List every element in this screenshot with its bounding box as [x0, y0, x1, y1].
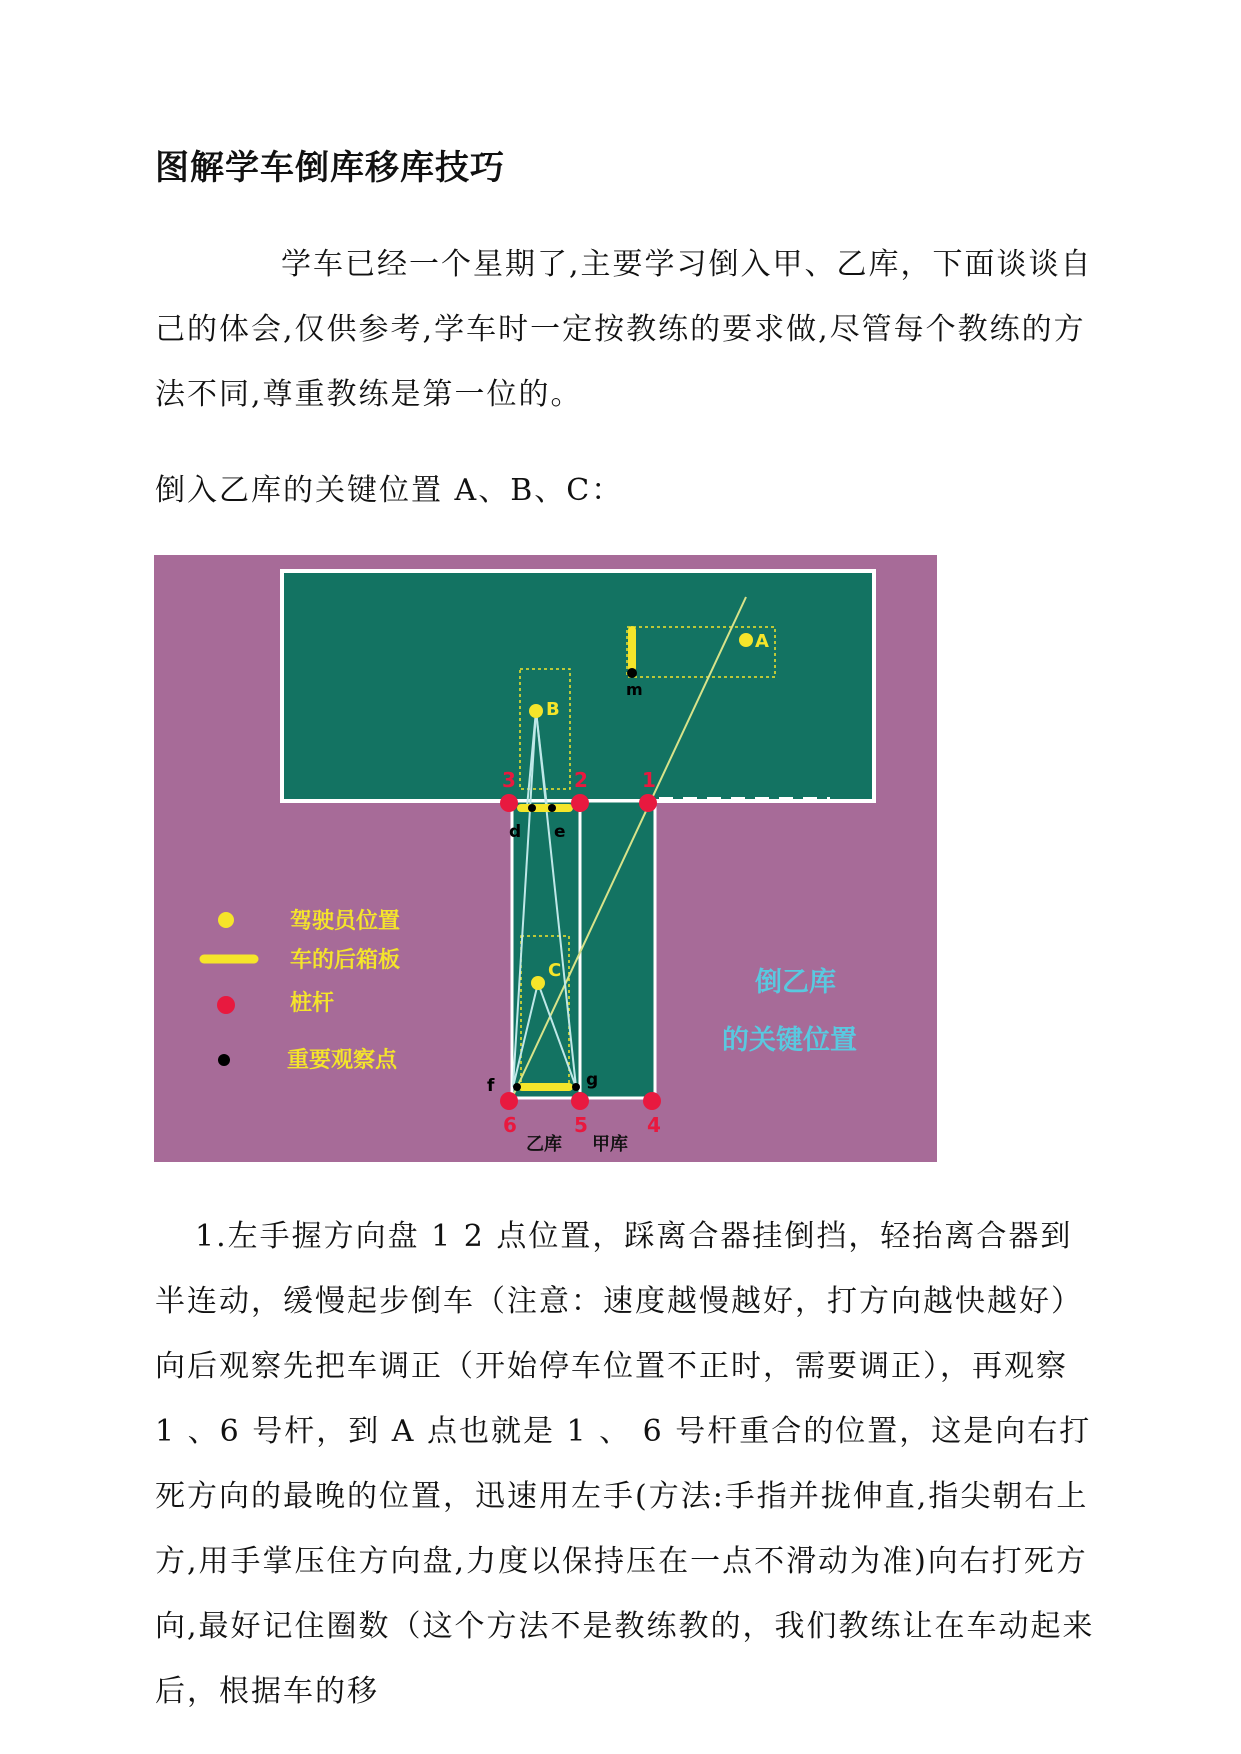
label-g: g — [586, 1070, 599, 1090]
legend-observe: 重要观察点 — [287, 1048, 398, 1073]
observe-point-m — [627, 668, 637, 678]
driver-point-b — [529, 704, 543, 718]
legend-pole-icon — [217, 996, 235, 1014]
pole-label-1: 1 — [642, 768, 656, 792]
label-f: f — [487, 1076, 495, 1096]
label-e: e — [554, 822, 566, 842]
garage-diagram — [154, 555, 937, 1162]
legend-driver-icon — [218, 912, 234, 928]
legend-pole: 桩杆 — [290, 991, 335, 1016]
legend-driver: 驾驶员位置 — [290, 909, 401, 934]
label-a: A — [755, 631, 769, 652]
garage-jia-label: 甲库 — [592, 1134, 628, 1155]
step-1-paragraph: 1.左手握方向盘 1 2 点位置，踩离合器挂倒挡，轻抬离合器到半连动，缓慢起步倒车（注意：速度越慢越好，打方向越快越好）向后观察先把车调正（开始停车位置不正时，需要调正），再观察 1 、6 号杆，到 A 点也就是 1 、 6 号杆重合的位置，这是向右打死方向的最晚的位置，迅速用左手(方法:手指并拢伸直,指尖朝右上方,用手掌压住方向盘,力度以保持压在一点不滑动为准)向右打死方向,最好记住圈数（这个方法不是教练教的，我们教练让在车动起来后，根据车的移 — [155, 1219, 1095, 1709]
observe-point-g — [572, 1083, 580, 1091]
observe-point-d — [528, 804, 536, 812]
pole-label-3: 3 — [502, 768, 516, 792]
label-b: B — [546, 699, 560, 720]
label-d: d — [509, 822, 522, 842]
diagram-caption-line2: 的关键位置 — [722, 1025, 857, 1056]
driver-point-a — [739, 633, 753, 647]
page-title: 图解学车倒库移库技巧 — [155, 148, 505, 188]
pole-label-4: 4 — [647, 1113, 661, 1137]
pole-6 — [500, 1092, 518, 1110]
pole-label-6: 6 — [503, 1113, 517, 1137]
pole-1 — [639, 794, 657, 812]
label-c: C — [548, 960, 562, 981]
label-m: m — [626, 680, 643, 699]
diagram-caption-line1: 倒乙库 — [755, 967, 836, 998]
observe-point-e — [548, 804, 556, 812]
pole-4 — [643, 1092, 661, 1110]
pole-label-5: 5 — [574, 1113, 588, 1137]
pole-2 — [571, 794, 589, 812]
intro-paragraph: 学车已经一个星期了,主要学习倒入甲、乙库，下面谈谈自己的体会,仅供参考,学车时一定按教练的要求做,尽管每个教练的方法不同,尊重教练是第一位的。 — [155, 247, 1093, 412]
legend-observe-icon — [218, 1054, 230, 1066]
legend-tailgate: 车的后箱板 — [290, 948, 401, 973]
main-lot — [282, 571, 874, 801]
pole-5 — [571, 1092, 589, 1110]
section-heading: 倒入乙库的关键位置 A、B、C： — [155, 473, 624, 508]
observe-point-f — [513, 1083, 521, 1091]
driver-point-c — [531, 976, 545, 990]
pole-label-2: 2 — [574, 768, 588, 792]
garage-yi-label: 乙库 — [526, 1134, 562, 1155]
pole-3 — [500, 794, 518, 812]
